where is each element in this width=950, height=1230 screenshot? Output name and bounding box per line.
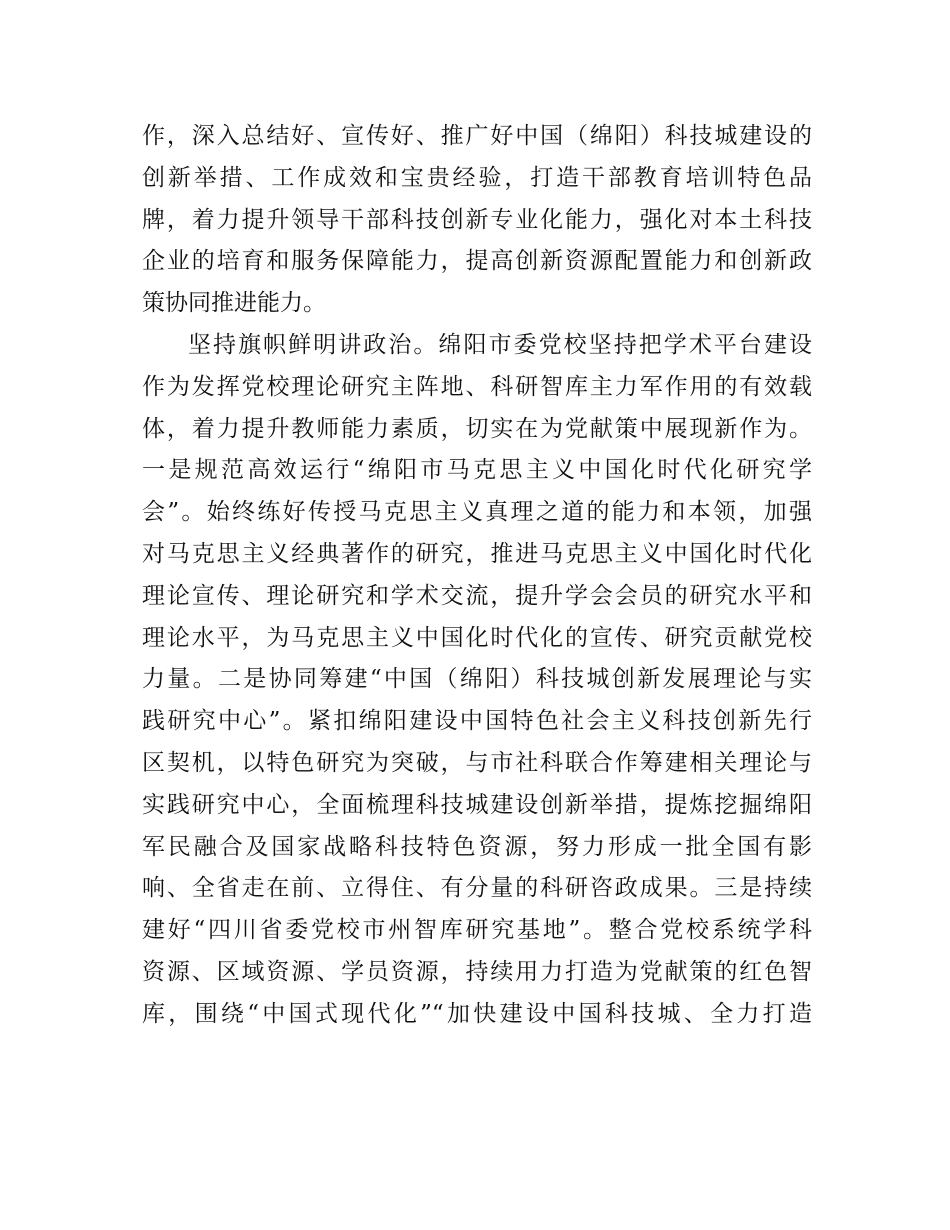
paragraph-line: 作为发挥党校理论研究主阵地、科研智库主力军作用的有效载 — [142, 373, 812, 400]
paragraph-line: 企业的培育和服务保障能力，提高创新资源配置能力和创新政 — [142, 248, 812, 275]
paragraph-line: 一是规范高效运行“绵阳市马克思主义中国化时代化研究学 — [142, 457, 812, 484]
paragraph-line: 创新举措、工作成效和宝贵经验，打造干部教育培训特色品 — [142, 164, 812, 191]
paragraph-1 — [142, 116, 812, 325]
paragraph-line: 牌，着力提升领导干部科技创新专业化能力，强化对本土科技 — [142, 206, 812, 233]
paragraph-2 — [142, 325, 812, 1036]
paragraph-line: 建好“四川省委党校市州智库研究基地”。整合党校系统学科 — [142, 917, 812, 944]
paragraph-line: 体，着力提升教师能力素质，切实在为党献策中展现新作为。 — [142, 415, 812, 442]
paragraph-line: 理论宣传、理论研究和学术交流，提升学会会员的研究水平和 — [142, 582, 812, 609]
paragraph-line: 库，围绕“中国式现代化”“加快建设中国科技城、全力打造 — [142, 1000, 812, 1027]
paragraph-line: 会”。始终练好传授马克思主义真理之道的能力和本领，加强 — [142, 499, 812, 526]
paragraph-line: 实践研究中心，全面梳理科技城建设创新举措，提炼挖掘绵阳 — [142, 791, 812, 818]
paragraph-line: 理论水平，为马克思主义中国化时代化的宣传、研究贡献党校 — [142, 624, 812, 651]
paragraph-line: 作，深入总结好、宣传好、推广好中国（绵阳）科技城建设的 — [142, 123, 812, 149]
paragraph-line: 力量。二是协同筹建“中国（绵阳）科技城创新发展理论与实 — [142, 666, 812, 693]
paragraph-line: 践研究中心”。紧扣绵阳建设中国特色社会主义科技创新先行 — [142, 708, 812, 735]
paragraph-line: 军民融合及国家战略科技特色资源，努力形成一批全国有影 — [142, 833, 812, 860]
paragraph-line: 对马克思主义经典著作的研究，推进马克思主义中国化时代化 — [142, 540, 812, 567]
paragraph-line: 坚持旗帜鲜明讲政治。绵阳市委党校坚持把学术平台建设 — [188, 332, 812, 358]
paragraph-line: 资源、区域资源、学员资源，持续用力打造为党献策的红色智 — [142, 958, 812, 985]
paragraph-line: 策协同推进能力。 — [142, 290, 326, 317]
paragraph-line: 响、全省走在前、立得住、有分量的科研咨政成果。三是持续 — [142, 875, 812, 902]
paragraph-line: 区契机，以特色研究为突破，与市社科联合作筹建相关理论与 — [142, 749, 812, 776]
